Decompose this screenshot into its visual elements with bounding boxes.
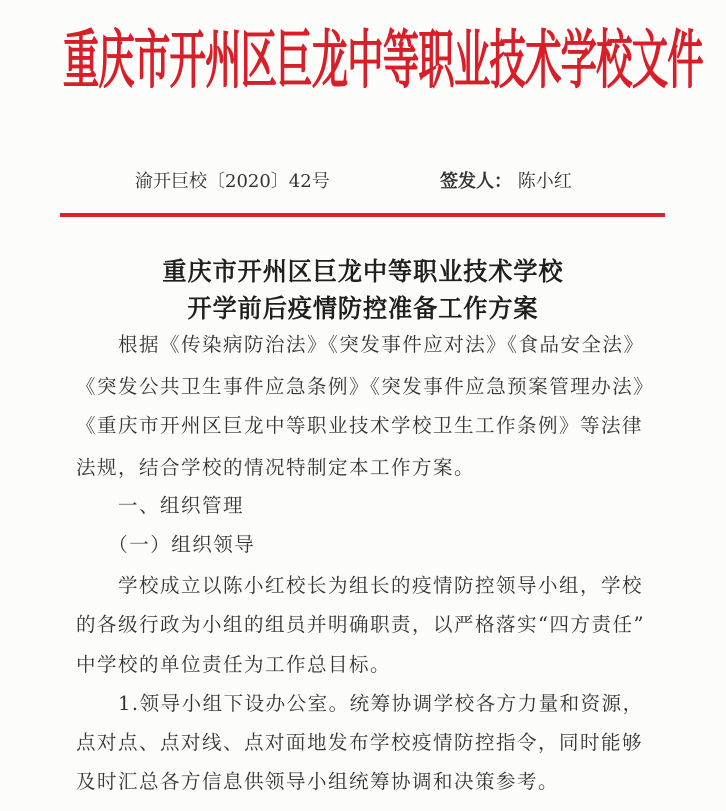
body-line: 点对点、点对线、点对面地发布学校疫情防控指令，同时能够: [76, 731, 644, 754]
body-line: 的各级行政为小组的组员并明确职责，以严格落实“四方责任”: [76, 613, 645, 636]
body-line: 根据《传染病防治法》《突发事件应对法》《食品安全法》: [76, 333, 645, 356]
signer: [440, 167, 572, 193]
document-number: 渝开巨校〔2020〕42号: [135, 171, 330, 192]
body-line: 《重庆市开州区巨龙中等职业技术学校卫生工作条例》等法律: [76, 414, 644, 437]
document-title-line-1: 重庆市开州区巨龙中等职业技术学校: [162, 257, 564, 286]
signer-name: 陈小红: [517, 171, 572, 192]
body-line: 《突发公共卫生事件应急条例》《突发事件应急预案管理办法》: [76, 375, 655, 398]
red-divider: [60, 213, 665, 217]
body-line: 1.领导小组下设办公室。统筹协调学校各方力量和资源，: [76, 692, 644, 715]
masthead-title: 重庆市开州区巨龙中等职业技术学校文件: [62, 23, 703, 98]
body-line: 中学校的单位责任为工作总目标。: [76, 653, 392, 676]
signer-label: 签发人：: [440, 171, 512, 192]
document-title-line-2: 开学前后疫情防控准备工作方案: [187, 294, 539, 323]
section-heading: 一、组织管理: [76, 494, 245, 517]
body-line: 学校成立以陈小红校长为组长的疫情防控领导小组，学校: [76, 574, 644, 597]
body-line: 法规，结合学校的情况特制定本工作方案。: [76, 456, 476, 479]
subsection-heading: （一）组织领导: [76, 533, 256, 556]
body-line: 及时汇总各方信息供领导小组统筹协调和决策参考。: [76, 770, 560, 793]
